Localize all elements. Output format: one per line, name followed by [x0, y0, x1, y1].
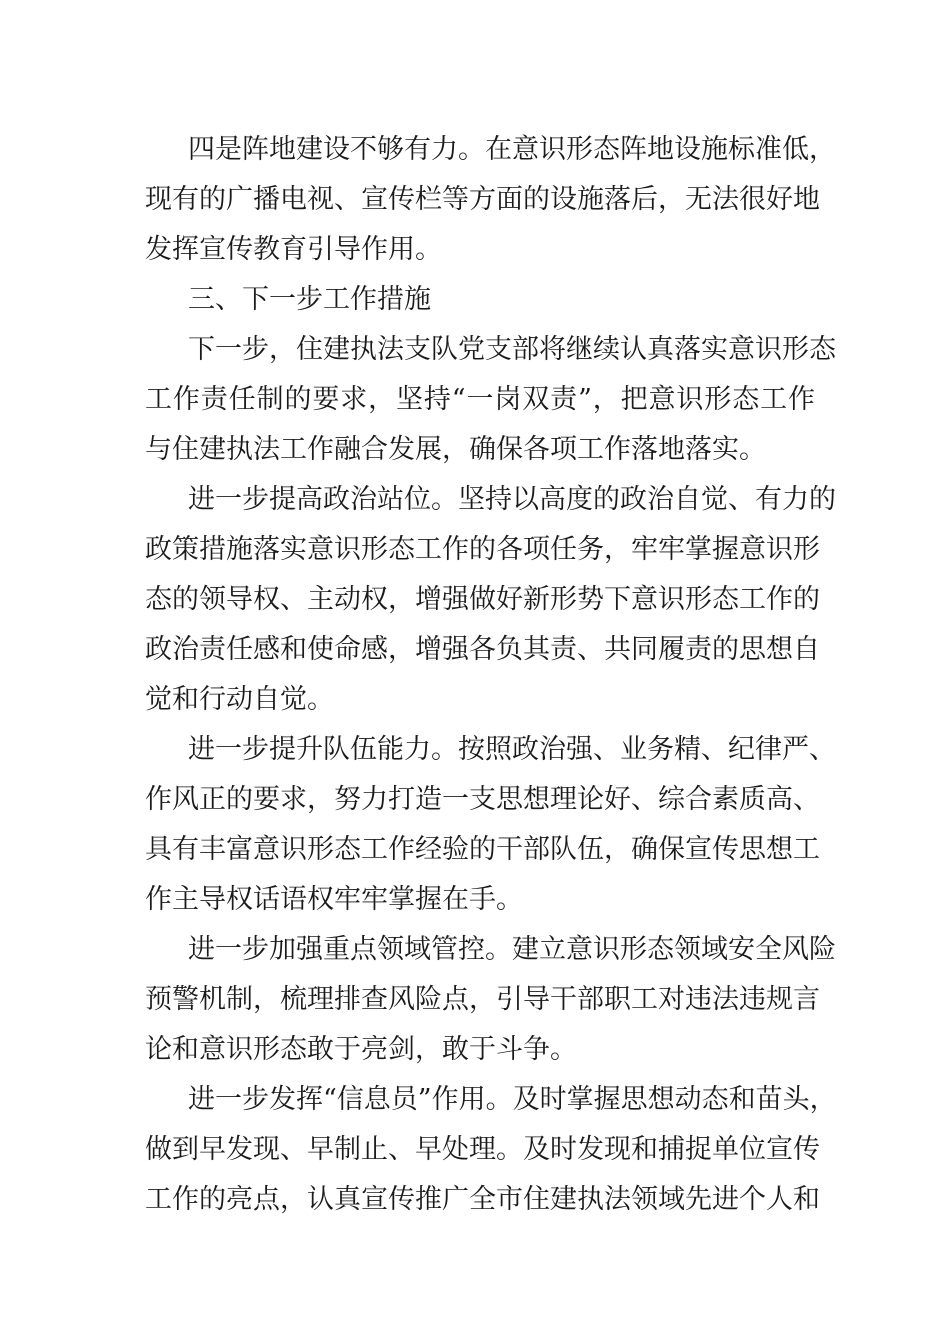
text-line: 作主导权话语权牢牢掌握在手。 [145, 884, 523, 915]
text-line: 现有的广播电视、宣传栏等方面的设施落后，无法很好地 [145, 184, 820, 215]
text-line: 工作责任制的要求，坚持“一岗双责”，把意识形态工作 [145, 384, 815, 415]
text-line: 论和意识形态敢于亮剑，敢于斗争。 [145, 1034, 577, 1065]
text-line: 政策措施落实意识形态工作的各项任务，牢牢掌握意识形 [145, 534, 820, 565]
text-line: 与住建执法工作融合发展，确保各项工作落地落实。 [145, 434, 766, 465]
text-line: 做到早发现、早制止、早处理。及时发现和捕捉单位宣传 [145, 1134, 820, 1165]
text-line: 觉和行动自觉。 [145, 684, 334, 715]
text-line: 发挥宣传教育引导作用。 [145, 234, 442, 265]
text-line: 进一步加强重点领域管控。建立意识形态领域安全风险 [188, 934, 836, 965]
text-line: 进一步提升队伍能力。按照政治强、业务精、纪律严、 [188, 734, 836, 765]
text-line: 四是阵地建设不够有力。在意识形态阵地设施标准低， [188, 134, 836, 165]
text-line: 作风正的要求，努力打造一支思想理论好、综合素质高、 [145, 784, 820, 815]
text-line: 下一步，住建执法支队党支部将继续认真落实意识形态 [188, 334, 836, 365]
text-line: 进一步提高政治站位。坚持以高度的政治自觉、有力的 [188, 484, 836, 515]
text-line: 进一步发挥“信息员”作用。及时掌握思想动态和苗头， [188, 1084, 837, 1115]
text-line: 政治责任感和使命感，增强各负其责、共同履责的思想自 [145, 634, 820, 665]
section-heading: 三、下一步工作措施 [188, 284, 431, 315]
text-line: 工作的亮点，认真宣传推广全市住建执法领域先进个人和 [145, 1184, 820, 1215]
text-line: 具有丰富意识形态工作经验的干部队伍，确保宣传思想工 [145, 834, 820, 865]
text-line: 态的领导权、主动权，增强做好新形势下意识形态工作的 [145, 584, 820, 615]
text-line: 预警机制，梳理排查风险点，引导干部职工对违法违规言 [145, 984, 820, 1015]
